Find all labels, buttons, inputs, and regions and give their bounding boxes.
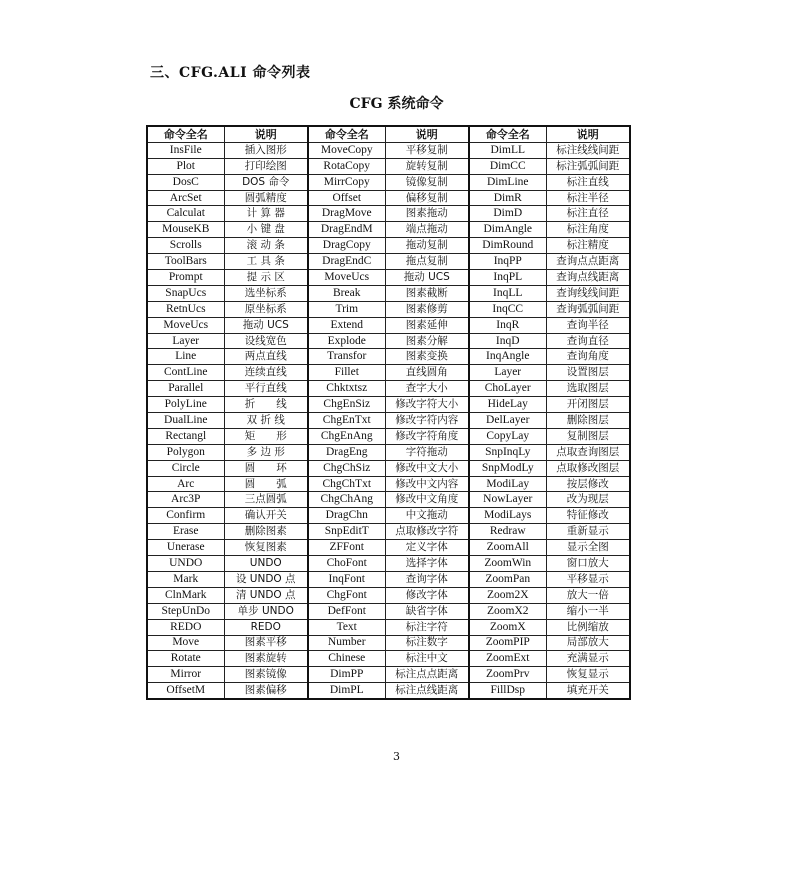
command-name-cell: InqD	[469, 333, 546, 349]
command-name-cell: DragCopy	[308, 238, 385, 254]
description-cell: 查询字体	[385, 571, 469, 587]
command-name-cell: Circle	[147, 460, 224, 476]
table-row	[147, 238, 630, 254]
table-row	[147, 476, 630, 492]
description-cell: 圆弧精度	[224, 190, 308, 206]
description-cell: 图素分解	[385, 333, 469, 349]
description-cell: 图素延伸	[385, 317, 469, 333]
command-name-cell: ChgEnSiz	[308, 397, 385, 413]
description-cell: 修改字符大小	[385, 397, 469, 413]
command-name-cell: ChgChTxt	[308, 476, 385, 492]
command-name-cell: Break	[308, 285, 385, 301]
description-cell: 窗口放大	[546, 556, 630, 572]
command-name-cell: StepUnDo	[147, 603, 224, 619]
description-cell: 折 线	[224, 397, 308, 413]
description-cell: 提 示 区	[224, 270, 308, 286]
command-name-cell: ZoomAll	[469, 540, 546, 556]
table-row	[147, 206, 630, 222]
description-cell: 拖点复制	[385, 254, 469, 270]
command-name-cell: SnpModLy	[469, 460, 546, 476]
description-cell: 复制图层	[546, 428, 630, 444]
description-cell: 查字大小	[385, 381, 469, 397]
description-cell: 删除图素	[224, 524, 308, 540]
description-cell: 特征修改	[546, 508, 630, 524]
command-table	[146, 125, 631, 700]
command-name-cell: InqPP	[469, 254, 546, 270]
command-name-cell: Number	[308, 635, 385, 651]
command-name-cell: DragMove	[308, 206, 385, 222]
description-cell: 打印绘图	[224, 158, 308, 174]
header-command-name: 命令全名	[147, 126, 224, 142]
description-cell: 修改中文大小	[385, 460, 469, 476]
description-cell: 双 折 线	[224, 413, 308, 429]
description-cell: 镜像复制	[385, 174, 469, 190]
command-name-cell: MoveUcs	[147, 317, 224, 333]
table-row	[147, 333, 630, 349]
command-name-cell: Line	[147, 349, 224, 365]
description-cell: 标注线线间距	[546, 142, 630, 158]
table-row	[147, 571, 630, 587]
description-cell: 选取图层	[546, 381, 630, 397]
command-name-cell: HideLay	[469, 397, 546, 413]
command-name-cell: Confirm	[147, 508, 224, 524]
description-cell: 清 UNDO 点	[224, 587, 308, 603]
description-cell: 平移显示	[546, 571, 630, 587]
command-name-cell: DimLine	[469, 174, 546, 190]
table-row	[147, 460, 630, 476]
command-name-cell: Layer	[469, 365, 546, 381]
description-cell: 修改中文角度	[385, 492, 469, 508]
command-name-cell: MouseKB	[147, 222, 224, 238]
command-name-cell: Fillet	[308, 365, 385, 381]
command-name-cell: RetnUcs	[147, 301, 224, 317]
description-cell: REDO	[224, 619, 308, 635]
command-name-cell: Arc3P	[147, 492, 224, 508]
command-name-cell: ModiLay	[469, 476, 546, 492]
table-row	[147, 365, 630, 381]
command-name-cell: ToolBars	[147, 254, 224, 270]
command-name-cell: MoveCopy	[308, 142, 385, 158]
table-row	[147, 158, 630, 174]
command-name-cell: InqR	[469, 317, 546, 333]
page-number: 3	[393, 750, 400, 763]
description-cell: 缺省字体	[385, 603, 469, 619]
description-cell: 点取修改图层	[546, 460, 630, 476]
description-cell: 查询直径	[546, 333, 630, 349]
command-name-cell: Offset	[308, 190, 385, 206]
description-cell: 标注精度	[546, 238, 630, 254]
command-name-cell: ChoLayer	[469, 381, 546, 397]
command-name-cell: Layer	[147, 333, 224, 349]
command-name-cell: InqPL	[469, 270, 546, 286]
description-cell: 按层修改	[546, 476, 630, 492]
description-cell: 直线圆角	[385, 365, 469, 381]
description-cell: 显示全图	[546, 540, 630, 556]
command-name-cell: ZoomX2	[469, 603, 546, 619]
command-name-cell: UNDO	[147, 556, 224, 572]
table-row	[147, 142, 630, 158]
description-cell: 标注角度	[546, 222, 630, 238]
table-row	[147, 619, 630, 635]
command-name-cell: Unerase	[147, 540, 224, 556]
command-name-cell: ZoomExt	[469, 651, 546, 667]
table-row	[147, 381, 630, 397]
command-name-cell: DragEndM	[308, 222, 385, 238]
header-description: 说明	[224, 126, 308, 142]
description-cell: 图素旋转	[224, 651, 308, 667]
command-name-cell: ModiLays	[469, 508, 546, 524]
command-name-cell: CopyLay	[469, 428, 546, 444]
command-name-cell: DefFont	[308, 603, 385, 619]
description-cell: 查询点点距离	[546, 254, 630, 270]
description-cell: 图素拖动	[385, 206, 469, 222]
command-name-cell: Mirror	[147, 667, 224, 683]
command-name-cell: ZFFont	[308, 540, 385, 556]
description-cell: 修改字体	[385, 587, 469, 603]
command-name-cell: ZoomPIP	[469, 635, 546, 651]
description-cell: 填充开关	[546, 683, 630, 699]
description-cell: 缩小一半	[546, 603, 630, 619]
description-cell: 三点圆弧	[224, 492, 308, 508]
command-name-cell: InqFont	[308, 571, 385, 587]
command-name-cell: SnpInqLy	[469, 444, 546, 460]
description-cell: 图素平移	[224, 635, 308, 651]
command-name-cell: DimAngle	[469, 222, 546, 238]
header-command-name: 命令全名	[308, 126, 385, 142]
description-cell: 局部放大	[546, 635, 630, 651]
description-cell: 查询点线距离	[546, 270, 630, 286]
command-name-cell: Mark	[147, 571, 224, 587]
description-cell: 小 键 盘	[224, 222, 308, 238]
description-cell: 拖动复制	[385, 238, 469, 254]
description-cell: 恢复显示	[546, 667, 630, 683]
command-name-cell: ChgChSiz	[308, 460, 385, 476]
command-name-cell: MirrCopy	[308, 174, 385, 190]
command-name-cell: SnpEditT	[308, 524, 385, 540]
description-cell: 确认开关	[224, 508, 308, 524]
table-row	[147, 651, 630, 667]
table-row	[147, 683, 630, 699]
description-cell: 图素修剪	[385, 301, 469, 317]
command-name-cell: Arc	[147, 476, 224, 492]
command-name-cell: Erase	[147, 524, 224, 540]
command-name-cell: DualLine	[147, 413, 224, 429]
command-name-cell: Rectangl	[147, 428, 224, 444]
table-body	[147, 142, 630, 699]
description-cell: 圆 环	[224, 460, 308, 476]
table-row	[147, 492, 630, 508]
table-row	[147, 174, 630, 190]
table-row	[147, 603, 630, 619]
description-cell: 标注中文	[385, 651, 469, 667]
command-name-cell: ZoomPrv	[469, 667, 546, 683]
description-cell: 偏移复制	[385, 190, 469, 206]
description-cell: 定义字体	[385, 540, 469, 556]
command-name-cell: PolyLine	[147, 397, 224, 413]
table-row	[147, 444, 630, 460]
description-cell: 图素截断	[385, 285, 469, 301]
command-name-cell: Chinese	[308, 651, 385, 667]
table-row	[147, 413, 630, 429]
command-name-cell: DimPP	[308, 667, 385, 683]
description-cell: 选坐标系	[224, 285, 308, 301]
table-row	[147, 508, 630, 524]
description-cell: 图素变换	[385, 349, 469, 365]
description-cell: 拖动 UCS	[385, 270, 469, 286]
description-cell: 计 算 器	[224, 206, 308, 222]
description-cell: 工 具 条	[224, 254, 308, 270]
description-cell: 开闭图层	[546, 397, 630, 413]
command-name-cell: Text	[308, 619, 385, 635]
description-cell: 滚 动 条	[224, 238, 308, 254]
table-row	[147, 285, 630, 301]
description-cell: 恢复图素	[224, 540, 308, 556]
description-cell: 旋转复制	[385, 158, 469, 174]
table-row	[147, 190, 630, 206]
description-cell: 删除图层	[546, 413, 630, 429]
command-name-cell: FillDsp	[469, 683, 546, 699]
command-name-cell: Rotate	[147, 651, 224, 667]
description-cell: 标注直径	[546, 206, 630, 222]
command-name-cell: ZoomX	[469, 619, 546, 635]
description-cell: 设置图层	[546, 365, 630, 381]
description-cell: 原坐标系	[224, 301, 308, 317]
description-cell: 查询线线间距	[546, 285, 630, 301]
command-name-cell: DimD	[469, 206, 546, 222]
table-row	[147, 397, 630, 413]
command-name-cell: DimPL	[308, 683, 385, 699]
table-row	[147, 349, 630, 365]
table-row	[147, 524, 630, 540]
command-name-cell: Parallel	[147, 381, 224, 397]
description-cell: 放大一倍	[546, 587, 630, 603]
description-cell: 多 边 形	[224, 444, 308, 460]
description-cell: 充满显示	[546, 651, 630, 667]
description-cell: 比例缩放	[546, 619, 630, 635]
description-cell: 重新显示	[546, 524, 630, 540]
command-name-cell: MoveUcs	[308, 270, 385, 286]
description-cell: 标注直线	[546, 174, 630, 190]
table-row	[147, 428, 630, 444]
description-cell: 点取修改字符	[385, 524, 469, 540]
command-name-cell: DragEndC	[308, 254, 385, 270]
command-name-cell: ChgEnAng	[308, 428, 385, 444]
description-cell: 标注弧弧间距	[546, 158, 630, 174]
description-cell: 修改字符角度	[385, 428, 469, 444]
description-cell: 图素偏移	[224, 683, 308, 699]
command-name-cell: ChgEnTxt	[308, 413, 385, 429]
command-name-cell: Transfor	[308, 349, 385, 365]
description-cell: 标注数字	[385, 635, 469, 651]
header-description: 说明	[546, 126, 630, 142]
description-cell: 标注点点距离	[385, 667, 469, 683]
description-cell: 平移复制	[385, 142, 469, 158]
description-cell: 端点拖动	[385, 222, 469, 238]
command-name-cell: Zoom2X	[469, 587, 546, 603]
command-name-cell: Explode	[308, 333, 385, 349]
table-row	[147, 301, 630, 317]
table-row	[147, 222, 630, 238]
command-name-cell: ArcSet	[147, 190, 224, 206]
description-cell: 点取查询图层	[546, 444, 630, 460]
command-name-cell: ChoFont	[308, 556, 385, 572]
table-row	[147, 556, 630, 572]
command-name-cell: InqLL	[469, 285, 546, 301]
description-cell: 图素镜像	[224, 667, 308, 683]
command-name-cell: Extend	[308, 317, 385, 333]
description-cell: 标注字符	[385, 619, 469, 635]
command-name-cell: DragEng	[308, 444, 385, 460]
table-header-row	[147, 126, 630, 142]
description-cell: 修改字符内容	[385, 413, 469, 429]
description-cell: 查询弧弧间距	[546, 301, 630, 317]
table-row	[147, 317, 630, 333]
command-name-cell: SnapUcs	[147, 285, 224, 301]
command-name-cell: Plot	[147, 158, 224, 174]
description-cell: UNDO	[224, 556, 308, 572]
description-cell: 选择字体	[385, 556, 469, 572]
command-name-cell: ChgChAng	[308, 492, 385, 508]
command-name-cell: ContLine	[147, 365, 224, 381]
command-name-cell: OffsetM	[147, 683, 224, 699]
command-name-cell: DimLL	[469, 142, 546, 158]
section-heading: 三、CFG.ALI 命令列表	[150, 65, 311, 81]
command-name-cell: DelLayer	[469, 413, 546, 429]
description-cell: 设线宽色	[224, 333, 308, 349]
command-name-cell: Prompt	[147, 270, 224, 286]
table-row	[147, 635, 630, 651]
description-cell: 改为现层	[546, 492, 630, 508]
description-cell: 中文拖动	[385, 508, 469, 524]
command-name-cell: Redraw	[469, 524, 546, 540]
header-command-name: 命令全名	[469, 126, 546, 142]
description-cell: 插入图形	[224, 142, 308, 158]
command-name-cell: ChgFont	[308, 587, 385, 603]
description-cell: 矩 形	[224, 428, 308, 444]
command-name-cell: DimRound	[469, 238, 546, 254]
table-row	[147, 254, 630, 270]
command-name-cell: InqAngle	[469, 349, 546, 365]
description-cell: 连续直线	[224, 365, 308, 381]
command-name-cell: InqCC	[469, 301, 546, 317]
command-name-cell: NowLayer	[469, 492, 546, 508]
description-cell: 标注点线距离	[385, 683, 469, 699]
table-row	[147, 587, 630, 603]
command-name-cell: ClnMark	[147, 587, 224, 603]
description-cell: 查询半径	[546, 317, 630, 333]
command-name-cell: REDO	[147, 619, 224, 635]
description-cell: 两点直线	[224, 349, 308, 365]
command-name-cell: Polygon	[147, 444, 224, 460]
command-name-cell: Chktxtsz	[308, 381, 385, 397]
table-row	[147, 667, 630, 683]
command-name-cell: Trim	[308, 301, 385, 317]
command-name-cell: Calculat	[147, 206, 224, 222]
description-cell: 标注半径	[546, 190, 630, 206]
command-name-cell: Move	[147, 635, 224, 651]
table-title: CFG 系统命令	[349, 96, 444, 112]
command-name-cell: DimR	[469, 190, 546, 206]
description-cell: 圆 弧	[224, 476, 308, 492]
description-cell: 字符拖动	[385, 444, 469, 460]
description-cell: DOS 命令	[224, 174, 308, 190]
command-name-cell: InsFile	[147, 142, 224, 158]
command-name-cell: RotaCopy	[308, 158, 385, 174]
description-cell: 单步 UNDO	[224, 603, 308, 619]
description-cell: 平行直线	[224, 381, 308, 397]
table-row	[147, 270, 630, 286]
command-name-cell: ZoomWin	[469, 556, 546, 572]
description-cell: 拖动 UCS	[224, 317, 308, 333]
header-description: 说明	[385, 126, 469, 142]
description-cell: 设 UNDO 点	[224, 571, 308, 587]
command-name-cell: DimCC	[469, 158, 546, 174]
command-name-cell: Scrolls	[147, 238, 224, 254]
description-cell: 修改中文内容	[385, 476, 469, 492]
command-name-cell: DragChn	[308, 508, 385, 524]
command-name-cell: ZoomPan	[469, 571, 546, 587]
command-name-cell: DosC	[147, 174, 224, 190]
table-row	[147, 540, 630, 556]
description-cell: 查询角度	[546, 349, 630, 365]
